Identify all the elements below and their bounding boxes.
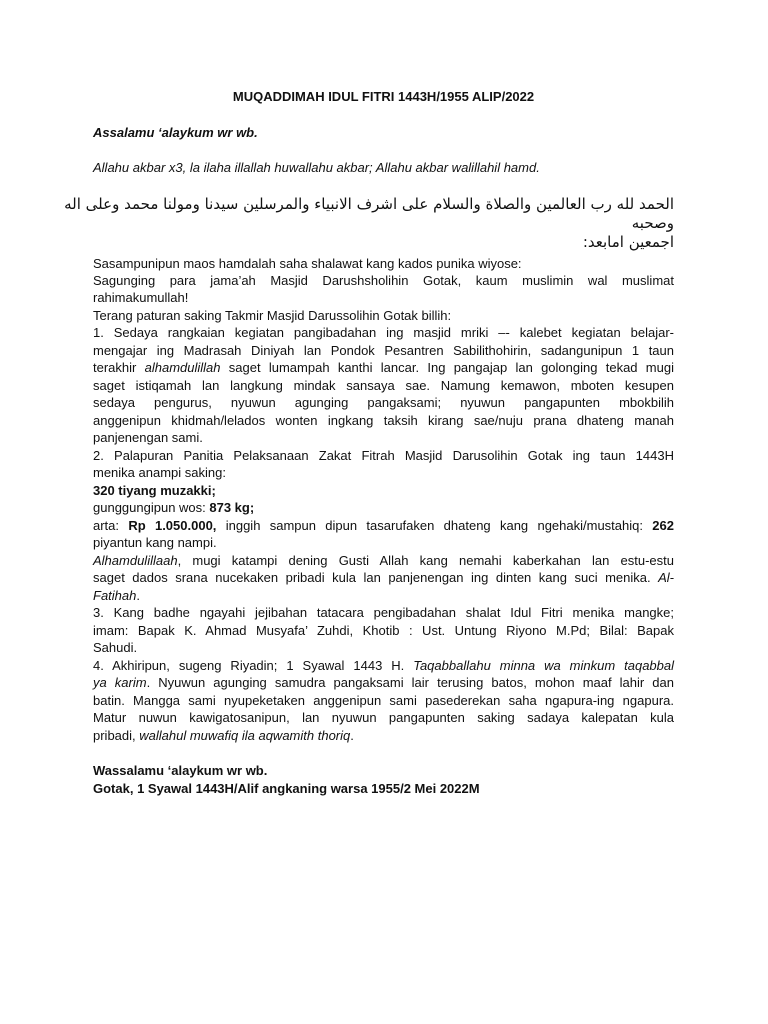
body-line: Fatihah.: [93, 588, 140, 603]
rice-total: gunggungipun wos: 873 kg;: [93, 500, 255, 515]
body-line: Terang paturan saking Takmir Masjid Darussolihin Gotak billih:: [93, 308, 452, 323]
money-total: arta: Rp 1.050.000, inggih sampun dipun tasarufaken dhateng kang ngehaki/mustahiq: 262: [93, 518, 674, 533]
body-line: sedaya pengurus, nyuwun agunging pangaksami; nyuwun pangapunten mbokbilih: [93, 395, 674, 410]
body-line: 2. Palapuran Panitia Pelaksanaan Zakat Fitrah Masjid Darusolihin Gotak ing taun 1443H: [93, 448, 674, 463]
body-line: imam: Bapak K. Ahmad Musyafa’ Zuhdi, Khotib : Ust. Untung Riyono M.Pd; Bilal: Bapak: [93, 623, 674, 638]
body-line: ya karim. Nyuwun agunging samudra pangaksami lair terusing batos, mohon maaf lahir dan: [93, 675, 674, 690]
muzakki-count: 320 tiyang muzakki;: [93, 483, 216, 498]
body-line: 4. Akhiripun, sugeng Riyadin; 1 Syawal 1443 H. Taqabballahu minna wa minkum taqabbal: [93, 658, 674, 673]
body-line: Sahudi.: [93, 640, 138, 655]
greeting: Assalamu ‘alaykum wr wb.: [93, 125, 258, 140]
body-line: Alhamdulillaah, mugi katampi dening Gusti Allah kang nemahi kaberkahan lan estu-estu: [93, 553, 674, 568]
body-line: Sagunging para jama’ah Masjid Darushsholihin Gotak, kaum muslimin wal muslimat: [93, 273, 674, 288]
document-title: MUQADDIMAH IDUL FITRI 1443H/1955 ALIP/2022: [232, 89, 535, 104]
body-line: terakhir alhamdulillah saget lumampah kanthi lancar. Ing pangajap lan golonging tekad mugi: [93, 360, 674, 375]
body-line: piyantun kang nampi.: [93, 535, 217, 550]
takbir-line: Allahu akbar x3, la ilaha illallah huwallahu akbar; Allahu akbar walillahil hamd.: [93, 160, 540, 175]
body-line: 1. Sedaya rangkaian kegiatan pangibadahan ing masjid mriki –- kalebet kegiatan belajar-: [93, 325, 674, 340]
arabic-line-3: اجمعين امابعد:: [582, 233, 674, 251]
dateline: Gotak, 1 Syawal 1443H/Alif angkaning warsa 1955/2 Mei 2022M: [93, 781, 480, 796]
body-line: pribadi, wallahul muwafiq ila aqwamith thoriq.: [93, 728, 354, 743]
body-line: menika anampi saking:: [93, 465, 226, 480]
arabic-line-1: الحمد لله رب العالمين والصلاة والسلام على اشرف الانبياء والمرسلين سيدنا ومولنا محمد وعلى اله: [64, 195, 674, 213]
body-line: saget istiqamah lan langkung mindak sansaya sae. Namung kemawon, mboten kesupen: [93, 378, 674, 393]
body-line: Sasampunipun maos hamdalah saha shalawat kang kados punika wiyose:: [93, 256, 522, 271]
body-line: anggenipun khidmah/lelados wonten ingkang taksih kirang sae/nuju prana dhateng manah: [93, 413, 674, 428]
body-line: saget dados srana nucekaken pribadi kula lan panjenengan ing dinten kang suci menika. Al-: [93, 570, 674, 585]
body-line: panjenengan sami.: [93, 430, 203, 445]
body-line: batin. Mangga sami nyupeketaken anggenipun sami pasederekan saha ngapura-ing ngapura.: [93, 693, 674, 708]
body-line: rahimakumullah!: [93, 290, 189, 305]
arabic-line-2: وصحبه: [631, 214, 674, 232]
closing-salutation: Wassalamu ‘alaykum wr wb.: [93, 763, 268, 778]
body-line: mengajar ing Madrasah Diniyah lan Pondok Pesantren Sabilithohirin, sadangunipun 1 taun: [93, 343, 674, 358]
body-line: 3. Kang badhe ngayahi jejibahan tatacara pengibadahan shalat Idul Fitri menika mangke;: [93, 605, 674, 620]
body-line: Matur nuwun kawigatosanipun, lan nyuwun pangapunten saking sadaya kalepatan kula: [93, 710, 674, 725]
